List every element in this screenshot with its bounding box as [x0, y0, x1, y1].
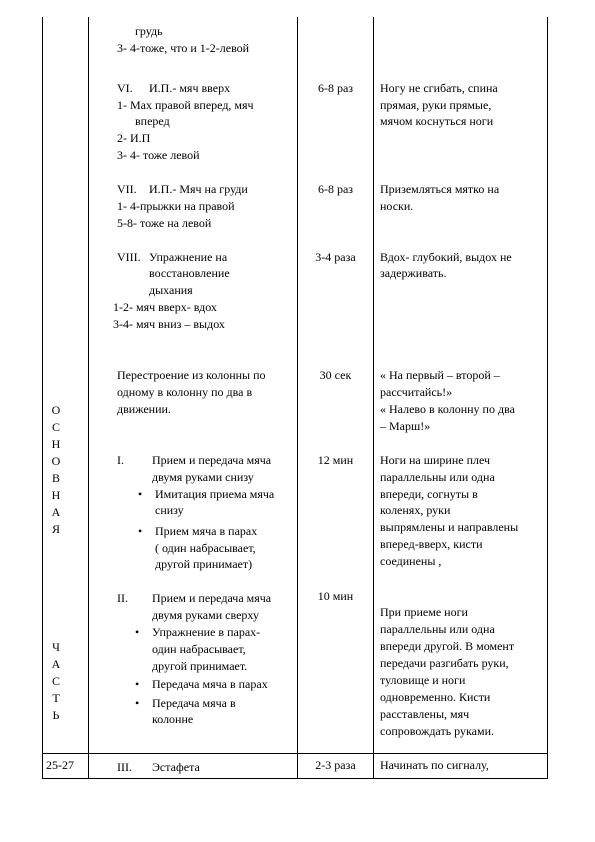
exercise-number: I. — [117, 453, 124, 467]
guideline-line: – Марш!» — [380, 419, 431, 433]
table-divider-3 — [373, 17, 374, 779]
guideline-line: вперед-вверх, кисти — [380, 537, 483, 551]
exercise-title: дыхания — [149, 283, 193, 297]
section-letter: Т — [52, 691, 60, 705]
exercise-bullet: • Прием мяча в парах — [155, 524, 257, 539]
exercise-title: восстановление — [149, 266, 230, 280]
guideline-line: рассчитайсь!» — [380, 385, 453, 399]
table-divider-2 — [297, 17, 298, 779]
exercise-line: 1- Мах правой вперед, мяч — [117, 98, 254, 112]
guideline-line: выпрямлены и направлены — [380, 520, 519, 534]
exercise-number: II. — [117, 591, 128, 605]
exercise-bullet: • Передача мяча в — [152, 696, 236, 711]
section-letter: О — [51, 403, 61, 417]
dosage-cell: 2-3 раза — [315, 758, 356, 772]
section-letter: А — [51, 657, 61, 671]
exercise-title: двумя руками сверху — [152, 608, 259, 622]
section-letter: С — [51, 420, 60, 434]
exercise-title: И.П.- мяч вверх — [149, 81, 231, 95]
section-letter: С — [51, 674, 60, 688]
section-letter: Ь — [52, 708, 60, 722]
guideline-line: носки. — [380, 199, 414, 213]
guideline-line: расставлены, мяч — [380, 707, 470, 721]
exercise-number: III. — [117, 760, 132, 774]
guideline-line: параллельны или одна — [380, 470, 495, 484]
guideline-line: туловище и ноги — [380, 673, 466, 687]
exercise-line: грудь — [135, 24, 163, 38]
exercise-line: 3- 4-тоже, что и 1-2-левой — [117, 41, 250, 55]
exercise-line: 1-2- мяч вверх- вдох — [113, 300, 217, 314]
exercise-line: 2- И.П — [117, 131, 151, 145]
exercise-line: один набрасывает, — [152, 642, 246, 656]
dosage-cell: 12 мин — [317, 453, 354, 467]
guideline-line: коленях, руки — [380, 503, 451, 517]
exercise-bullet: • Упражнение в парах- — [152, 625, 260, 640]
guideline-line: сопровождать руками. — [380, 724, 494, 738]
section-letter: Я — [51, 522, 60, 536]
dosage-cell: 10 мин — [317, 589, 354, 603]
dosage-cell: 3-4 раза — [315, 250, 356, 264]
exercise-line: 1- 4-прыжки на правой — [117, 199, 235, 213]
guideline-line: Начинать по сигналу, — [380, 758, 489, 772]
exercise-line: колонне — [152, 712, 194, 726]
section-letter: О — [51, 454, 61, 468]
guideline-line: Ногу не сгибать, спина — [380, 81, 498, 95]
exercise-line: движении. — [117, 402, 171, 416]
exercise-line: ( один набрасывает, — [155, 541, 256, 555]
exercise-title: Прием и передача мяча — [152, 453, 272, 467]
guideline-line: впереди, согнуты в — [380, 487, 478, 501]
exercise-line: 3-4- мяч вниз – выдох — [113, 317, 225, 331]
exercise-line: снизу — [155, 503, 184, 517]
exercise-bullet: • Передача мяча в парах — [152, 677, 268, 692]
exercise-title: Упражнение на — [149, 250, 228, 264]
guideline-line: « Налево в колонну по два — [380, 402, 515, 416]
dosage-cell: 6-8 раз — [317, 81, 354, 95]
guideline-line: задерживать. — [380, 266, 447, 280]
exercise-line: Перестроение из колонны по — [117, 368, 266, 382]
table-row-divider — [42, 753, 548, 754]
guideline-line: Вдох- глубокий, выдох не — [380, 250, 512, 264]
guideline-line: прямая, руки прямые, — [380, 98, 492, 112]
guideline-line: « На первый – второй – — [380, 368, 500, 382]
exercise-number: VI. — [117, 81, 133, 95]
section-letter: Н — [51, 437, 61, 451]
exercise-bullet: • Имитация приема мяча — [155, 487, 274, 502]
table-border-bottom — [42, 778, 548, 779]
guideline-line: Ноги на ширине плеч — [380, 453, 491, 467]
exercise-line: 3- 4- тоже левой — [117, 148, 200, 162]
exercise-title: И.П.- Мяч на груди — [149, 182, 248, 196]
exercise-title: двумя руками снизу — [152, 470, 254, 484]
table-divider-1 — [88, 17, 89, 779]
exercise-number: VIII. — [117, 250, 141, 264]
guideline-line: соединены , — [380, 554, 442, 568]
guideline-line: передачи разгибать руки, — [380, 656, 509, 670]
guideline-line: параллельны или одна — [380, 622, 495, 636]
exercise-title: Эстафета — [152, 760, 200, 774]
exercise-title: Прием и передача мяча — [152, 591, 272, 605]
guideline-line: одновременно. Кисти — [380, 690, 491, 704]
section-letter: Н — [51, 488, 61, 502]
exercise-line: вперед — [135, 114, 170, 128]
section-letter: В — [51, 471, 60, 485]
guideline-line: Приземляться мятко на — [380, 182, 500, 196]
section-letter: А — [51, 505, 61, 519]
exercise-line: другой принимает. — [152, 659, 248, 673]
dosage-cell: 6-8 раз — [317, 182, 354, 196]
table-border-right — [547, 17, 548, 779]
dosage-cell: 30 сек — [319, 368, 352, 382]
exercise-number: VII. — [117, 182, 137, 196]
exercise-line: другой принимает) — [155, 557, 253, 571]
guideline-line: впереди другой. В момент — [380, 639, 515, 653]
minutes-cell: 25-27 — [46, 758, 74, 772]
exercise-line: 5-8- тоже на левой — [117, 216, 212, 230]
exercise-line: одному в колонну по два в — [117, 385, 253, 399]
guideline-line: мячом коснуться ноги — [380, 114, 494, 128]
section-letter: Ч — [52, 640, 60, 654]
guideline-line: При приеме ноги — [380, 605, 468, 619]
